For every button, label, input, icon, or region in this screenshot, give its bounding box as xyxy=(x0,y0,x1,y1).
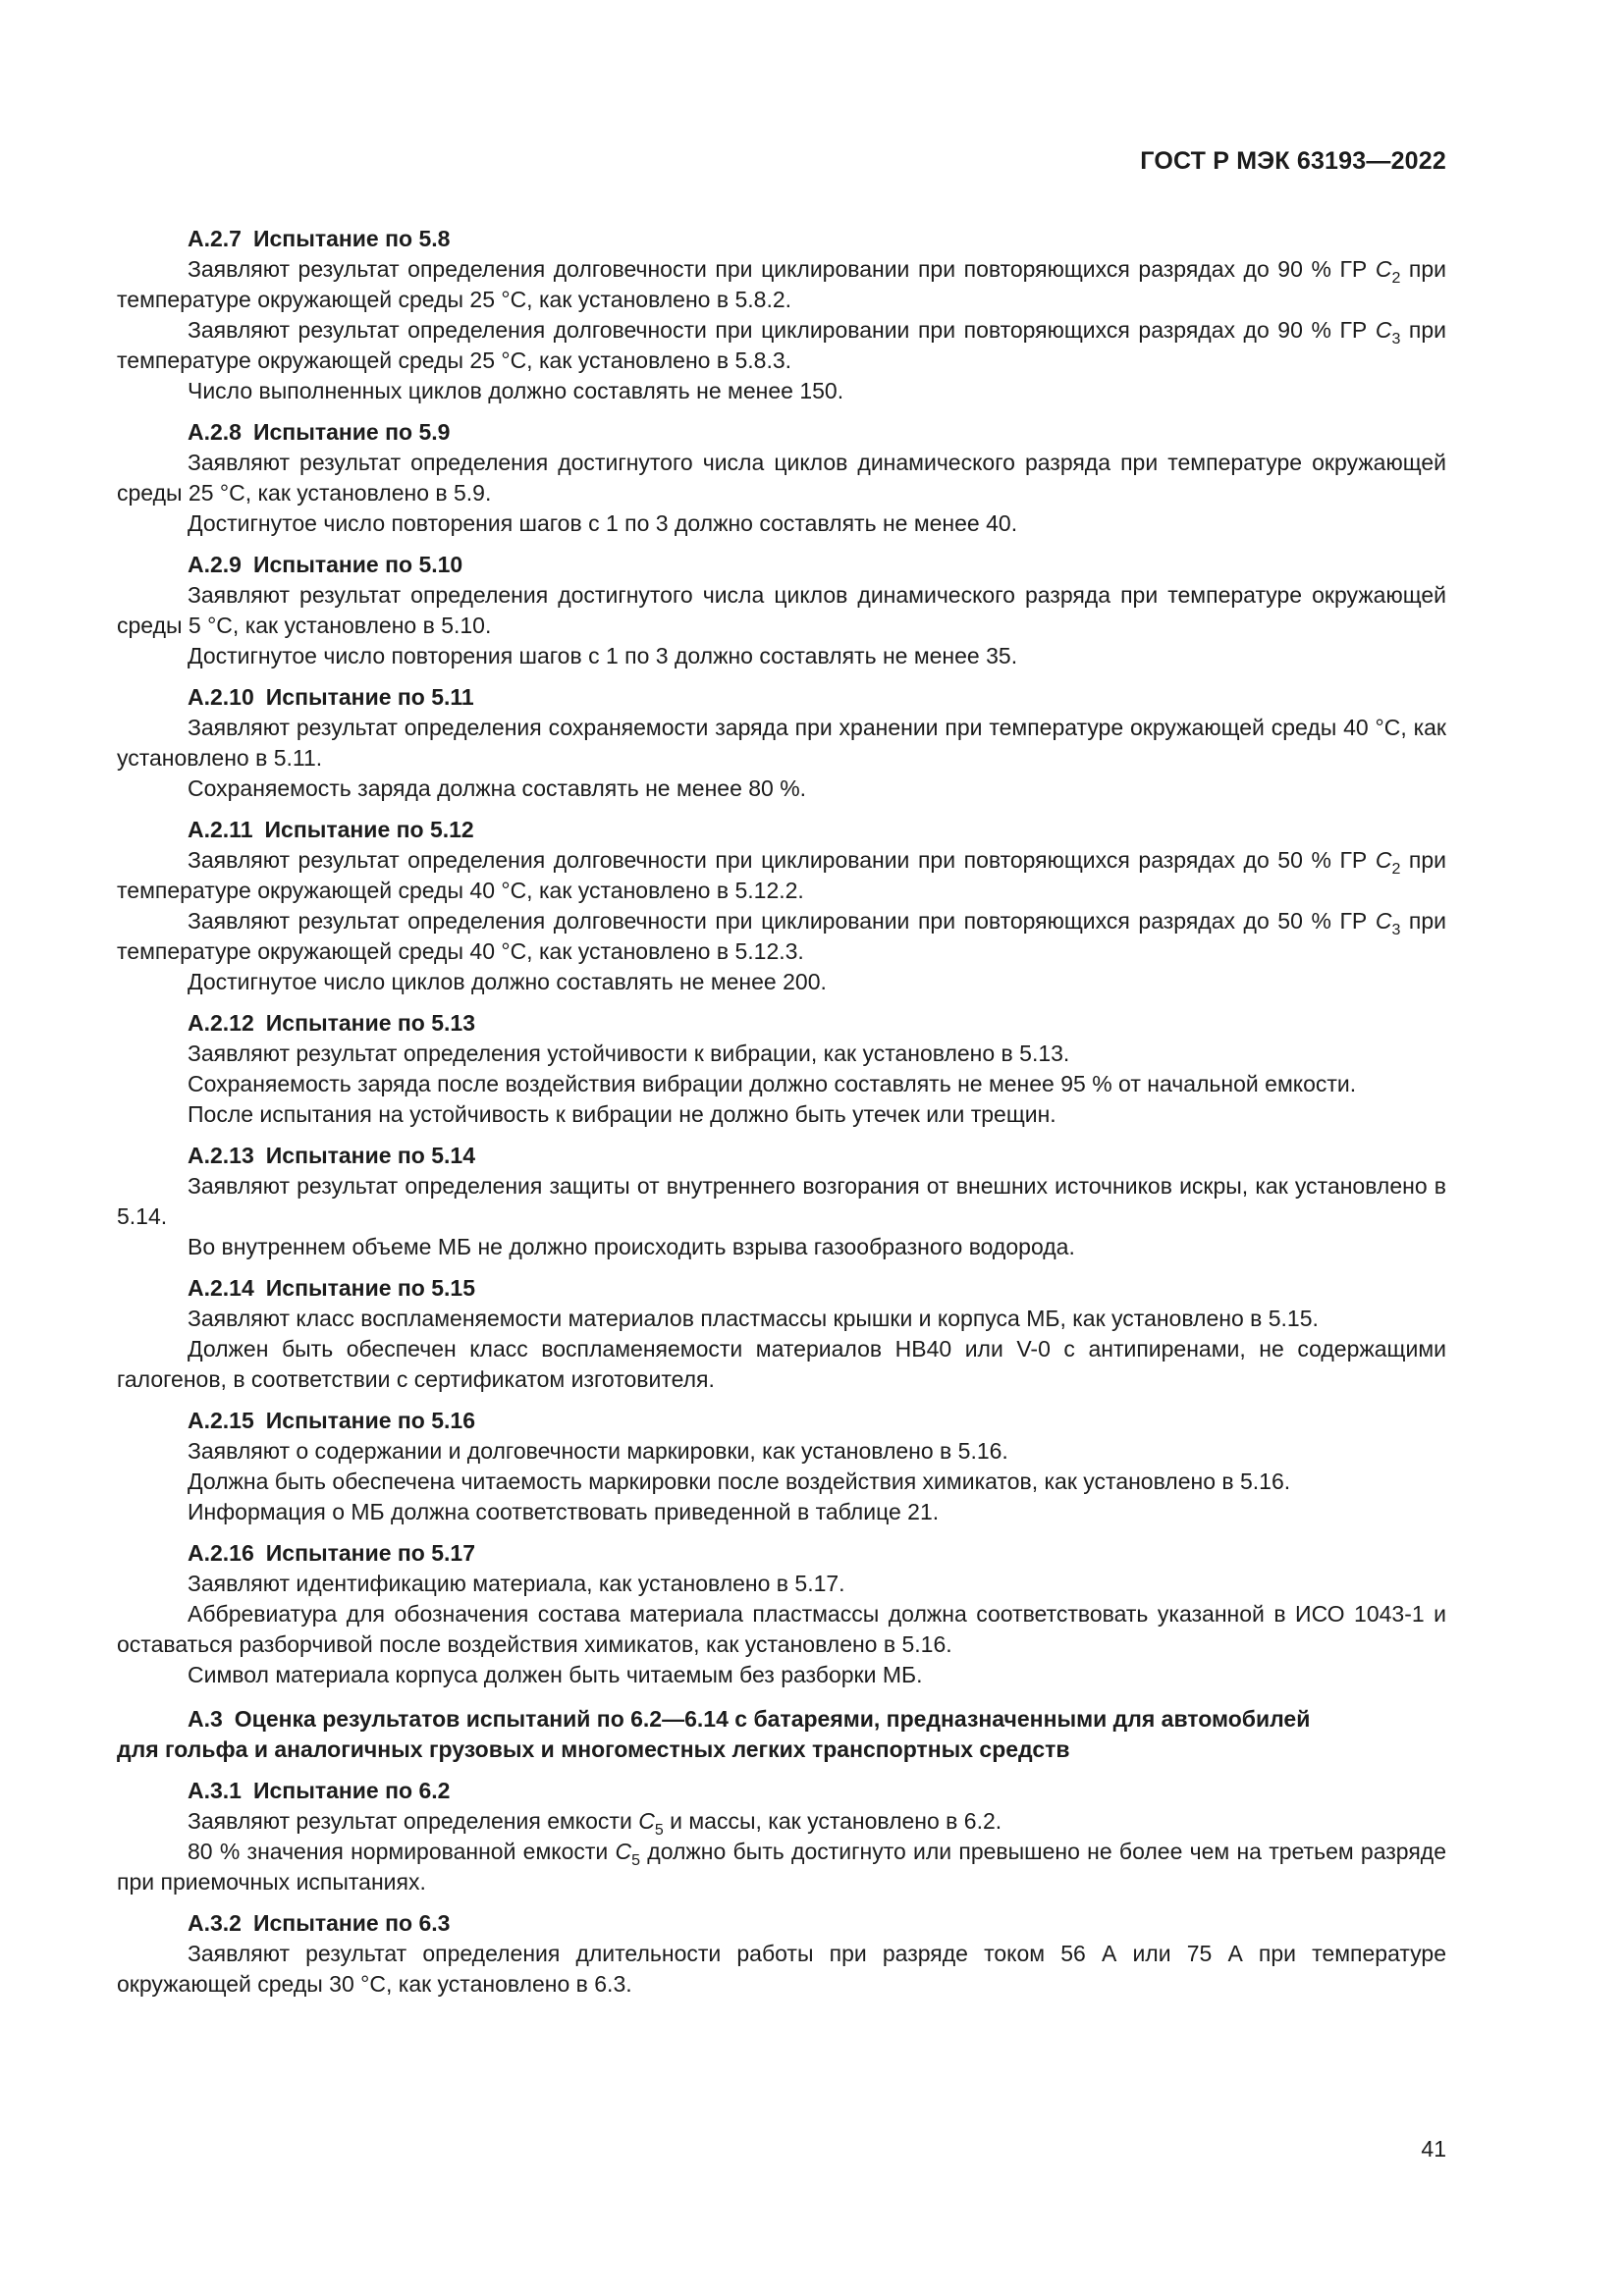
section-title: Испытание по 5.8 xyxy=(252,226,451,251)
section-heading xyxy=(117,1704,1446,1765)
section-title: Испытание по 5.16 xyxy=(265,1408,475,1433)
paragraph: Во внутреннем объеме МБ не должно происходить взрыва газообразного водорода. xyxy=(188,1234,1075,1259)
section-number: A.2.7 xyxy=(188,226,242,251)
paragraph: 80 % значения нормированной емкости $C_5$ должно быть достигнуто или превышено не более чем на третьем разряде при приемочных испытаниях. xyxy=(117,1839,1446,1895)
section-title: Испытание по 5.9 xyxy=(252,419,451,445)
paragraph: Достигнутое число циклов должно составлять не менее 200. xyxy=(188,969,827,994)
section-heading xyxy=(117,1008,1446,1039)
paragraph: После испытания на устойчивость к вибрации не должно быть утечек или трещин. xyxy=(188,1101,1056,1127)
section-number: A.2.12 xyxy=(188,1010,254,1036)
paragraph: Заявляют результат определения достигнутого числа циклов динамического разряда при температуре окружающей среды 25 °С, как установлено в 5.9. xyxy=(117,450,1446,506)
paragraph: Заявляют результат определения достигнутого числа циклов динамического разряда при температуре окружающей среды 5 °С, как установлено в 5.10. xyxy=(117,582,1446,638)
document-body xyxy=(117,224,1446,2000)
section-heading xyxy=(117,815,1446,845)
paragraph: Сохраняемость заряда должна составлять не менее 80 %. xyxy=(188,775,807,801)
document-header-title: ГОСТ Р МЭК 63193—2022 xyxy=(1140,147,1446,175)
paragraph: Заявляют результат определения долговечности при циклировании при повторяющихся разрядах до 50 % ГР $C_2$ при температуре окружающей среды 40 °С, как установлено в 5.12.2. xyxy=(117,847,1447,903)
paragraph: Достигнутое число повторения шагов с 1 по 3 должно составлять не менее 35. xyxy=(188,643,1018,668)
section-title: Испытание по 5.15 xyxy=(265,1275,475,1301)
section-heading xyxy=(117,1406,1446,1436)
paragraph: Заявляют результат определения сохраняемости заряда при хранении при температуре окружающей среды 40 °С, как установлено в 5.11. xyxy=(117,715,1446,771)
section-number: A.3.2 xyxy=(188,1910,242,1936)
section-number: A.3.1 xyxy=(188,1778,242,1803)
paragraph: Должен быть обеспечен класс воспламеняемости материалов HB40 или V-0 с антипиренами, не содержащими галогенов, в соответствии с сертификатом изготовителя. xyxy=(117,1336,1446,1392)
section-number: A.2.13 xyxy=(188,1143,254,1168)
paragraph: Заявляют класс воспламеняемости материалов пластмассы крышки и корпуса МБ, как установлено в 5.15. xyxy=(188,1306,1319,1331)
section-number: A.2.8 xyxy=(188,419,242,445)
paragraph: Должна быть обеспечена читаемость маркировки после воздействия химикатов, как установлено в 5.16. xyxy=(188,1468,1291,1494)
section-number: A.3 xyxy=(188,1706,223,1732)
paragraph: Заявляют результат определения устойчивости к вибрации, как установлено в 5.13. xyxy=(188,1041,1070,1066)
section-heading xyxy=(117,1141,1446,1171)
paragraph: Заявляют о содержании и долговечности маркировки, как установлено в 5.16. xyxy=(188,1438,1008,1464)
section-number: A.2.16 xyxy=(188,1540,254,1566)
section-title: Испытание по 5.12 xyxy=(264,817,474,842)
section-number: A.2.14 xyxy=(188,1275,254,1301)
section-title: Испытание по 6.2 xyxy=(252,1778,451,1803)
paragraph: Заявляют результат определения защиты от внутреннего возгорания от внешних источников искры, как установлено в 5.14. xyxy=(117,1173,1446,1229)
section-title: Испытание по 5.17 xyxy=(265,1540,475,1566)
section-title-continued: для гольфа и аналогичных грузовых и многоместных легких транспортных средств xyxy=(117,1736,1070,1762)
paragraph: Символ материала корпуса должен быть читаемым без разборки МБ. xyxy=(188,1662,923,1687)
paragraph: Заявляют идентификацию материала, как установлено в 5.17. xyxy=(188,1571,845,1596)
section-heading xyxy=(117,1273,1446,1304)
section-number: A.2.11 xyxy=(188,817,253,842)
paragraph: Заявляют результат определения емкости $C_5$ и массы, как установлено в 6.2. xyxy=(188,1808,1002,1839)
section-heading xyxy=(117,224,1446,254)
section-title: Испытание по 5.14 xyxy=(265,1143,475,1168)
paragraph: Число выполненных циклов должно составлять не менее 150. xyxy=(188,378,844,403)
section-heading xyxy=(117,1538,1446,1569)
section-number: A.2.9 xyxy=(188,552,242,577)
section-heading xyxy=(117,417,1446,448)
section-title: Оценка результатов испытаний по 6.2—6.14 с батареями, предназначенными для автомобилей xyxy=(234,1706,1311,1732)
paragraph: Сохраняемость заряда после воздействия вибрации должно составлять не менее 95 % от начальной емкости. xyxy=(188,1071,1357,1096)
section-title: Испытание по 5.10 xyxy=(252,552,463,577)
section-heading xyxy=(117,550,1446,580)
section-number: A.2.10 xyxy=(188,684,254,710)
paragraph: Заявляют результат определения долговечности при циклировании при повторяющихся разрядах до 90 % ГР $C_3$ при температуре окружающей среды 25 °С, как установлено в 5.8.3. xyxy=(117,317,1447,373)
paragraph: Достигнутое число повторения шагов с 1 по 3 должно составлять не менее 40. xyxy=(188,510,1018,536)
paragraph: Заявляют результат определения долговечности при циклировании при повторяющихся разрядах до 90 % ГР $C_2$ при температуре окружающей среды 25 °С, как установлено в 5.8.2. xyxy=(117,256,1447,312)
paragraph: Заявляют результат определения долговечности при циклировании при повторяющихся разрядах до 50 % ГР $C_3$ при температуре окружающей среды 40 °С, как установлено в 5.12.3. xyxy=(117,908,1447,964)
section-heading xyxy=(117,1776,1446,1806)
section-title: Испытание по 6.3 xyxy=(252,1910,451,1936)
section-title: Испытание по 5.11 xyxy=(265,684,474,710)
section-heading xyxy=(117,682,1446,713)
page-number: 41 xyxy=(1421,2136,1446,2162)
paragraph: Заявляют результат определения длительности работы при разряде током 56 А или 75 А при температуре окружающей среды 30 °С, как установлено в 6.3. xyxy=(117,1941,1446,1997)
section-number: A.2.15 xyxy=(188,1408,254,1433)
paragraph: Аббревиатура для обозначения состава материала пластмассы должна соответствовать указанной в ИСО 1043-1 и оставаться разборчивой после воздействия химикатов, как установлено в 5.16. xyxy=(117,1601,1446,1657)
paragraph: Информация о МБ должна соответствовать приведенной в таблице 21. xyxy=(188,1499,940,1524)
section-title: Испытание по 5.13 xyxy=(265,1010,475,1036)
section-heading xyxy=(117,1908,1446,1939)
